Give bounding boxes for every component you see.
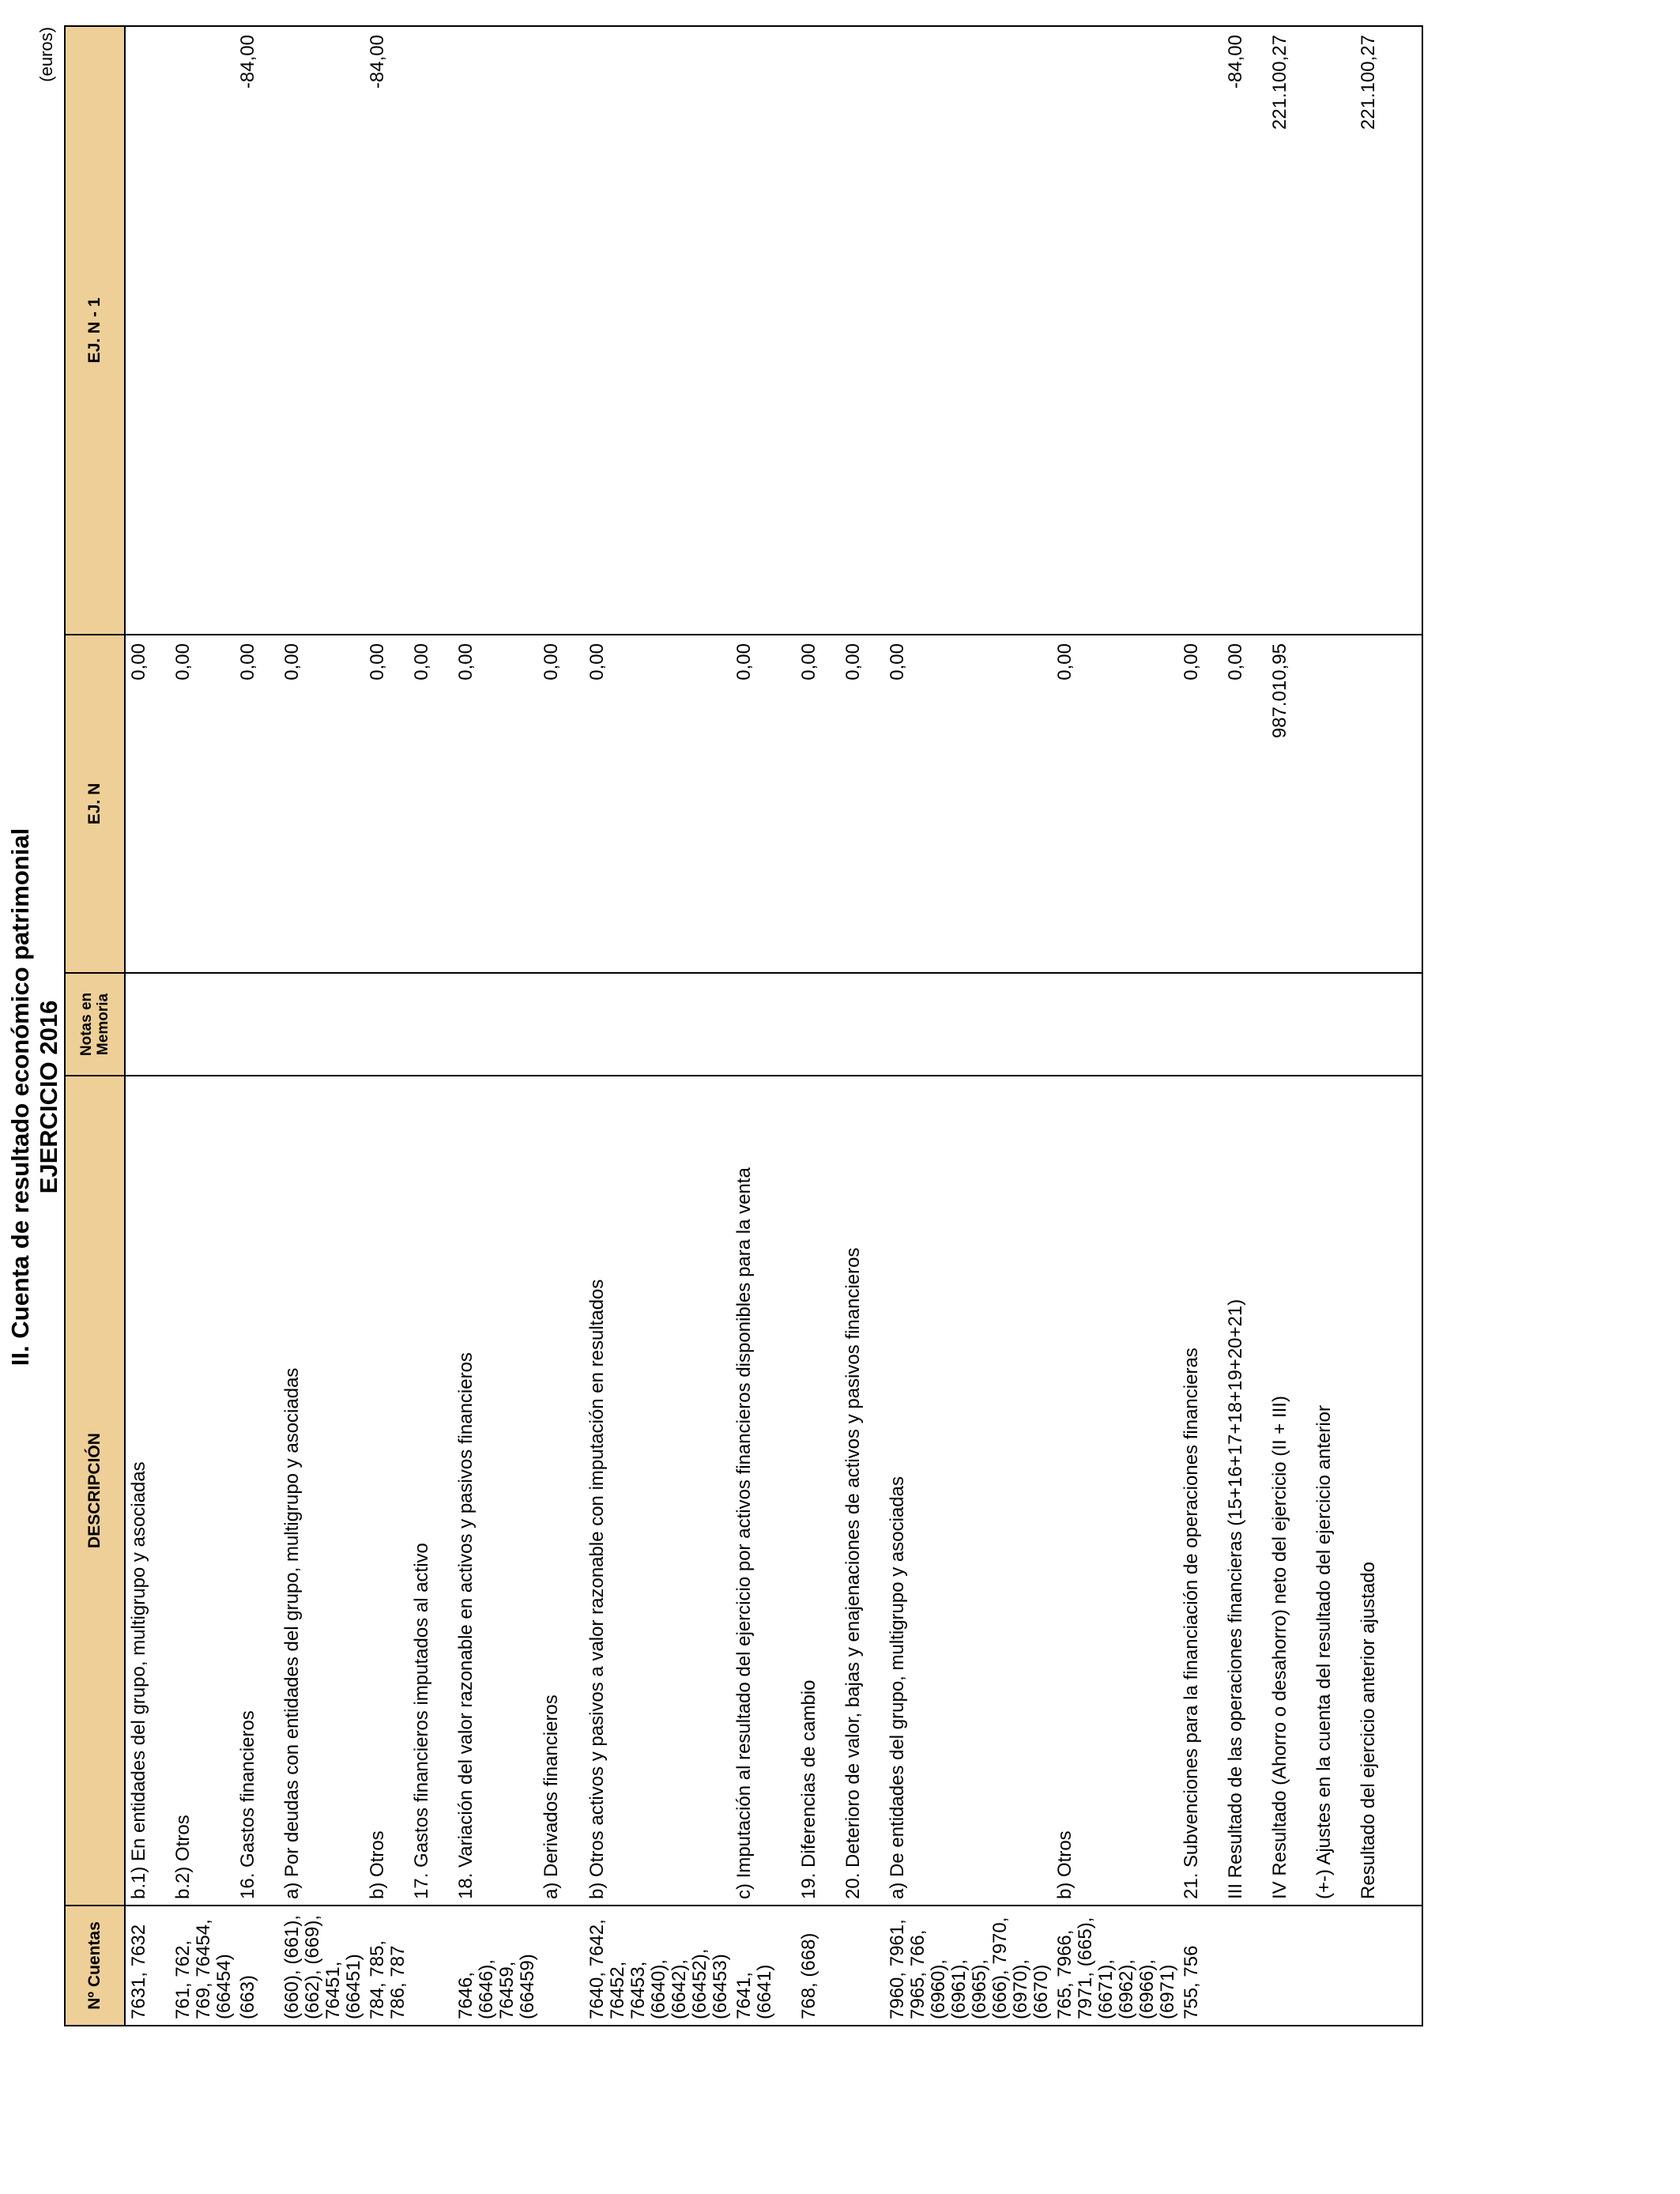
- cell-notas: [1178, 973, 1222, 1076]
- cell-cuentas: (660), (661), (662), (669), 76451, (66451): [279, 1906, 364, 2026]
- cell-ej-n1: [796, 26, 840, 635]
- cell-descripcion: a) Por deudas con entidades del grupo, multigrupo y asociadas: [279, 1076, 364, 1906]
- header-ej-n1: EJ. N - 1: [65, 26, 125, 635]
- cell-cuentas: 7640, 7642, 76452, 76453, (6640), (6642), (66452), (66453): [584, 1906, 731, 2026]
- table-row: [1222, 26, 1267, 2026]
- cell-ej-n: 0,00: [235, 635, 279, 973]
- cell-ej-n1: [731, 26, 796, 635]
- page-subtitle: EJERCICIO 2016: [35, 1000, 62, 1194]
- cell-ej-n: 0,00: [1052, 635, 1178, 973]
- table-row: [170, 26, 235, 2026]
- table-row: [884, 26, 1052, 2026]
- table-row: [364, 26, 409, 2026]
- cell-notas: [796, 973, 840, 1076]
- cell-descripcion: 16. Gastos financieros: [235, 1076, 279, 1906]
- table-row: [125, 26, 170, 2026]
- cell-ej-n1: 221.100,27: [1267, 26, 1311, 635]
- cell-ej-n: 0,00: [409, 635, 453, 973]
- table-row: [1052, 26, 1178, 2026]
- cell-cuentas: [409, 1906, 453, 2026]
- cell-ej-n: 987.010,95: [1267, 635, 1311, 973]
- cell-ej-n: [1311, 635, 1355, 973]
- cell-notas: [1355, 973, 1422, 1076]
- table-row: [453, 26, 538, 2026]
- header-ej-n: EJ. N: [65, 635, 125, 973]
- cell-cuentas: [840, 1906, 884, 2026]
- cell-descripcion: 17. Gastos financieros imputados al activo: [409, 1076, 453, 1906]
- cell-ej-n: [1355, 635, 1422, 973]
- cell-notas: [1222, 973, 1267, 1076]
- cell-ej-n1: [170, 26, 235, 635]
- cell-ej-n: 0,00: [1222, 635, 1267, 973]
- header-cuentas: Nº Cuentas: [65, 1906, 125, 2026]
- cell-ej-n: 0,00: [796, 635, 840, 973]
- cell-ej-n1: [840, 26, 884, 635]
- header-descripcion: DESCRIPCIÓN: [65, 1076, 125, 1906]
- cell-ej-n1: [584, 26, 731, 635]
- cell-ej-n1: [884, 26, 1052, 635]
- cell-cuentas: [1311, 1906, 1355, 2026]
- table-row: [1311, 26, 1355, 2026]
- cell-descripcion: 19. Diferencias de cambio: [796, 1076, 840, 1906]
- cell-cuentas: 765, 7966, 7971, (665), (6671), (6962), (6966), (6971): [1052, 1906, 1178, 2026]
- cell-descripcion: b) Otros activos y pasivos a valor razonable con imputación en resultados: [584, 1076, 731, 1906]
- cell-cuentas: 768, (668): [796, 1906, 840, 2026]
- cell-ej-n1: [279, 26, 364, 635]
- cell-cuentas: [538, 1906, 584, 2026]
- header-notas: Notas en Memoria: [65, 973, 125, 1076]
- cell-cuentas: 7960, 7961, 7965, 766, (6960), (6961), (6965), (666), 7970, (6970), (6670): [884, 1906, 1052, 2026]
- cell-notas: [409, 973, 453, 1076]
- cell-ej-n1: -84,00: [364, 26, 409, 635]
- cell-notas: [731, 973, 796, 1076]
- cell-notas: [1267, 973, 1311, 1076]
- cell-ej-n: 0,00: [1178, 635, 1222, 973]
- cell-ej-n1: [453, 26, 538, 635]
- cell-descripcion: b) Otros: [364, 1076, 409, 1906]
- table-header-row: [65, 26, 125, 2026]
- cell-descripcion: a) Derivados financieros: [538, 1076, 584, 1906]
- cell-notas: [538, 973, 584, 1076]
- cell-ej-n: 0,00: [584, 635, 731, 973]
- cell-cuentas: [1267, 1906, 1311, 2026]
- cell-ej-n1: [538, 26, 584, 635]
- cell-ej-n1: [1052, 26, 1178, 635]
- cell-descripcion: b.2) Otros: [170, 1076, 235, 1906]
- cell-descripcion: c) Imputación al resultado del ejercicio por activos financieros disponibles para la venta: [731, 1076, 796, 1906]
- report-table: [64, 25, 1423, 2026]
- cell-ej-n: 0,00: [840, 635, 884, 973]
- cell-descripcion: 18. Variación del valor razonable en activos y pasivos financieros: [453, 1076, 538, 1906]
- cell-descripcion: 20. Deterioro de valor, bajas y enajenaciones de activos y pasivos financieros: [840, 1076, 884, 1906]
- cell-descripcion: b.1) En entidades del grupo, multigrupo y asociadas: [125, 1076, 170, 1906]
- table-row: [796, 26, 840, 2026]
- cell-descripcion: III Resultado de las operaciones financieras (15+16+17+18+19+20+21): [1222, 1076, 1267, 1906]
- cell-notas: [840, 973, 884, 1076]
- cell-ej-n1: -84,00: [235, 26, 279, 635]
- cell-descripcion: a) De entidades del grupo, multigrupo y asociadas: [884, 1076, 1052, 1906]
- units-label: (euros): [36, 27, 56, 82]
- cell-cuentas: 784, 785, 786, 787: [364, 1906, 409, 2026]
- cell-cuentas: 7641, (6641): [731, 1906, 796, 2026]
- cell-ej-n: 0,00: [125, 635, 170, 973]
- table-row: [235, 26, 279, 2026]
- table-row: [409, 26, 453, 2026]
- cell-notas: [1052, 973, 1178, 1076]
- cell-ej-n: 0,00: [884, 635, 1052, 973]
- table-row: [1355, 26, 1422, 2026]
- table-row: [840, 26, 884, 2026]
- cell-cuentas: 761, 762, 769, 76454, (66454): [170, 1906, 235, 2026]
- cell-notas: [279, 973, 364, 1076]
- cell-ej-n1: [409, 26, 453, 635]
- cell-cuentas: 755, 756: [1178, 1906, 1222, 2026]
- table-row: [1178, 26, 1222, 2026]
- cell-ej-n: 0,00: [170, 635, 235, 973]
- table-row: [538, 26, 584, 2026]
- cell-notas: [235, 973, 279, 1076]
- cell-descripcion: 21. Subvenciones para la financiación de operaciones financieras: [1178, 1076, 1222, 1906]
- cell-cuentas: 7631, 7632: [125, 1906, 170, 2026]
- cell-notas: [125, 973, 170, 1076]
- page-title: II. Cuenta de resultado económico patrimonial: [6, 827, 34, 1367]
- cell-ej-n: 0,00: [279, 635, 364, 973]
- cell-ej-n: 0,00: [731, 635, 796, 973]
- cell-ej-n1: [1178, 26, 1222, 635]
- table-row: [1267, 26, 1311, 2026]
- cell-notas: [884, 973, 1052, 1076]
- cell-notas: [170, 973, 235, 1076]
- cell-descripcion: b) Otros: [1052, 1076, 1178, 1906]
- cell-ej-n: 0,00: [538, 635, 584, 973]
- table-row: [279, 26, 364, 2026]
- table-row: [731, 26, 796, 2026]
- cell-notas: [1311, 973, 1355, 1076]
- cell-ej-n1: [1311, 26, 1355, 635]
- cell-descripcion: Resultado del ejercicio anterior ajustado: [1355, 1076, 1422, 1906]
- cell-ej-n1: -84,00: [1222, 26, 1267, 635]
- cell-ej-n: 0,00: [453, 635, 538, 973]
- cell-notas: [453, 973, 538, 1076]
- cell-notas: [364, 973, 409, 1076]
- cell-ej-n: 0,00: [364, 635, 409, 973]
- cell-cuentas: [1222, 1906, 1267, 2026]
- cell-descripcion: (+-) Ajustes en la cuenta del resultado del ejercicio anterior: [1311, 1076, 1355, 1906]
- cell-ej-n1: [125, 26, 170, 635]
- cell-notas: [584, 973, 731, 1076]
- cell-cuentas: (663): [235, 1906, 279, 2026]
- cell-ej-n1: 221.100,27: [1355, 26, 1422, 635]
- table-row: [584, 26, 731, 2026]
- cell-cuentas: [1355, 1906, 1422, 2026]
- cell-cuentas: 7646, (6646), 76459, (66459): [453, 1906, 538, 2026]
- cell-descripcion: IV Resultado (Ahorro o desahorro) neto del ejercicio (II + III): [1267, 1076, 1311, 1906]
